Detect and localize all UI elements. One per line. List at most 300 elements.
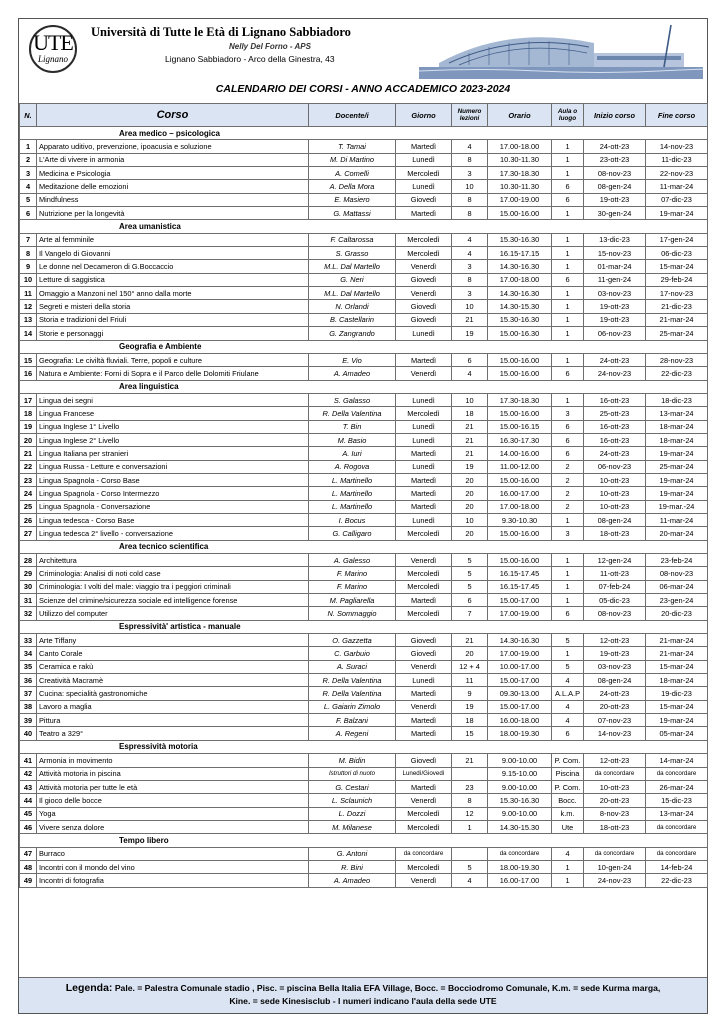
cell-lezioni: 4 bbox=[452, 233, 488, 246]
cell-corso: Lingua Russa - Letture e conversazioni bbox=[37, 460, 309, 473]
table-header-row bbox=[20, 104, 708, 127]
cell-n: 37 bbox=[20, 687, 37, 700]
cell-fine: 06-mar-24 bbox=[646, 580, 708, 593]
cell-docente: R. Della Valentina bbox=[309, 674, 396, 687]
cell-lezioni: 20 bbox=[452, 527, 488, 540]
cell-corso: Ceramica e rakù bbox=[37, 660, 309, 673]
table-row bbox=[20, 367, 708, 380]
cell-corso: Criminologia: I volti del male: viaggio tra i peggiori criminali bbox=[37, 580, 309, 593]
cell-inizio: 24-nov-23 bbox=[584, 874, 646, 887]
cell-n: 36 bbox=[20, 674, 37, 687]
cell-n: 25 bbox=[20, 500, 37, 513]
cell-lezioni: 6 bbox=[452, 353, 488, 366]
cell-lezioni: 4 bbox=[452, 874, 488, 887]
cell-giorno: Lunedì bbox=[396, 433, 452, 446]
section-title: Geografia e Ambiente bbox=[37, 340, 708, 353]
table-row bbox=[20, 353, 708, 366]
cell-aula: 1 bbox=[552, 594, 584, 607]
cell-giorno: Martedì bbox=[396, 500, 452, 513]
cell-giorno: Venerdì bbox=[396, 287, 452, 300]
cell-n: 9 bbox=[20, 260, 37, 273]
cell-lezioni: 20 bbox=[452, 647, 488, 660]
table-row bbox=[20, 287, 708, 300]
cell-corso: Storie e personaggi bbox=[37, 327, 309, 340]
cell-fine: 08-nov-23 bbox=[646, 567, 708, 580]
cell-n: 32 bbox=[20, 607, 37, 620]
cell-fine: 11-dic-23 bbox=[646, 153, 708, 166]
cell-fine: 19-mar-24 bbox=[646, 714, 708, 727]
cell-docente: C. Garbuio bbox=[309, 647, 396, 660]
cell-corso: Vivere senza dolore bbox=[37, 820, 309, 833]
section-spacer bbox=[20, 340, 37, 353]
cell-lezioni: 23 bbox=[452, 780, 488, 793]
cell-inizio: da concordare bbox=[584, 767, 646, 780]
cell-giorno: Mercoledì bbox=[396, 407, 452, 420]
cell-orario: da concordare bbox=[488, 847, 552, 860]
cell-lezioni: 20 bbox=[452, 500, 488, 513]
cell-fine: 18-mar-24 bbox=[646, 674, 708, 687]
cell-giorno: Giovedì bbox=[396, 300, 452, 313]
cell-inizio: 12-ott-23 bbox=[584, 634, 646, 647]
cell-n: 41 bbox=[20, 754, 37, 767]
cell-giorno: Giovedì bbox=[396, 647, 452, 660]
cell-giorno: Mercoledì bbox=[396, 247, 452, 260]
table-row bbox=[20, 687, 708, 700]
cell-docente: M. Bidin bbox=[309, 754, 396, 767]
cell-inizio: 19-ott-23 bbox=[584, 647, 646, 660]
cell-orario: 17.00-18.00 bbox=[488, 140, 552, 153]
cell-n: 27 bbox=[20, 527, 37, 540]
cell-lezioni: 21 bbox=[452, 447, 488, 460]
cell-lezioni: 8 bbox=[452, 153, 488, 166]
cell-fine: 22-nov-23 bbox=[646, 167, 708, 180]
cell-lezioni: 8 bbox=[452, 207, 488, 220]
cell-docente: F. Balzani bbox=[309, 714, 396, 727]
section-spacer bbox=[20, 540, 37, 553]
cell-n: 2 bbox=[20, 153, 37, 166]
section-row bbox=[20, 340, 708, 353]
cell-lezioni: 7 bbox=[452, 607, 488, 620]
table-row bbox=[20, 327, 708, 340]
cell-lezioni: 4 bbox=[452, 140, 488, 153]
table-row bbox=[20, 513, 708, 526]
cell-inizio: 12-ott-23 bbox=[584, 754, 646, 767]
cell-orario: 15.30-16.30 bbox=[488, 313, 552, 326]
cell-orario: 15.00-16.00 bbox=[488, 367, 552, 380]
cell-n: 34 bbox=[20, 647, 37, 660]
cell-giorno: Giovedì bbox=[396, 754, 452, 767]
table-row bbox=[20, 193, 708, 206]
cell-giorno: Venerdì bbox=[396, 794, 452, 807]
cell-corso: Cucina: specialità gastronomiche bbox=[37, 687, 309, 700]
cell-aula: A.L.A.P bbox=[552, 687, 584, 700]
cell-fine: 05-mar-24 bbox=[646, 727, 708, 740]
cell-n: 21 bbox=[20, 447, 37, 460]
cell-docente: M. Milanese bbox=[309, 820, 396, 833]
cell-n: 4 bbox=[20, 180, 37, 193]
cell-fine: 19-mar-24 bbox=[646, 487, 708, 500]
cell-n: 44 bbox=[20, 794, 37, 807]
cell-inizio: 08-nov-23 bbox=[584, 167, 646, 180]
cell-fine: 25-mar-24 bbox=[646, 460, 708, 473]
cell-orario: 9.00-10.00 bbox=[488, 780, 552, 793]
cell-giorno: Mercoledì bbox=[396, 807, 452, 820]
cell-n: 49 bbox=[20, 874, 37, 887]
table-row bbox=[20, 700, 708, 713]
cell-lezioni: 3 bbox=[452, 287, 488, 300]
cell-fine: 19-mar-24 bbox=[646, 473, 708, 486]
cell-giorno: Venerdì bbox=[396, 367, 452, 380]
cell-giorno: Martedì bbox=[396, 714, 452, 727]
cell-giorno: Giovedì bbox=[396, 313, 452, 326]
cell-aula: 6 bbox=[552, 447, 584, 460]
university-subtitle: Nelly Del Forno - APS bbox=[229, 42, 311, 51]
cell-corso: Armonia in movimento bbox=[37, 754, 309, 767]
cell-n: 10 bbox=[20, 273, 37, 286]
cell-inizio: 19-ott-23 bbox=[584, 300, 646, 313]
table-row bbox=[20, 393, 708, 406]
cell-inizio: 08-gen-24 bbox=[584, 180, 646, 193]
section-row bbox=[20, 740, 708, 753]
cell-corso: Lingua Spagnola - Corso Intermezzo bbox=[37, 487, 309, 500]
cell-orario: 9.15-10.00 bbox=[488, 767, 552, 780]
cell-docente: A. Amadeo bbox=[309, 367, 396, 380]
table-row bbox=[20, 714, 708, 727]
cell-n: 19 bbox=[20, 420, 37, 433]
cell-giorno: Martedì bbox=[396, 140, 452, 153]
cell-corso: Arte al femminile bbox=[37, 233, 309, 246]
cell-orario: 15.00-16.00 bbox=[488, 353, 552, 366]
cell-inizio: 10-ott-23 bbox=[584, 487, 646, 500]
table-row bbox=[20, 180, 708, 193]
cell-docente: L. Martinello bbox=[309, 487, 396, 500]
cell-docente: A. Rogova bbox=[309, 460, 396, 473]
cell-aula: 1 bbox=[552, 554, 584, 567]
cell-orario: 09.30-13.00 bbox=[488, 687, 552, 700]
cell-n: 35 bbox=[20, 660, 37, 673]
cell-fine: 20-dic-23 bbox=[646, 607, 708, 620]
cell-orario: 15.00-16.00 bbox=[488, 407, 552, 420]
cell-docente: G. Neri bbox=[309, 273, 396, 286]
cell-giorno: Giovedì bbox=[396, 634, 452, 647]
cell-orario: 11.00-12.00 bbox=[488, 460, 552, 473]
cell-aula: 1 bbox=[552, 874, 584, 887]
cell-lezioni: 12 bbox=[452, 807, 488, 820]
col-header-docente: Docente/i bbox=[309, 104, 396, 127]
cell-giorno: Venerdì bbox=[396, 554, 452, 567]
cell-inizio: 19-ott-23 bbox=[584, 313, 646, 326]
cell-docente: R. Della Valentina bbox=[309, 407, 396, 420]
cell-docente: I. Bocus bbox=[309, 513, 396, 526]
cell-n: 38 bbox=[20, 700, 37, 713]
cell-n: 24 bbox=[20, 487, 37, 500]
cell-lezioni: 1 bbox=[452, 820, 488, 833]
cell-n: 6 bbox=[20, 207, 37, 220]
cell-corso: Lingua Italiana per stranieri bbox=[37, 447, 309, 460]
cell-orario: 15.30-16.30 bbox=[488, 233, 552, 246]
table-row bbox=[20, 847, 708, 860]
section-spacer bbox=[20, 740, 37, 753]
cell-corso: Creatività Macramè bbox=[37, 674, 309, 687]
cell-aula: 3 bbox=[552, 407, 584, 420]
cell-corso: Lingua Spagnola - Corso Base bbox=[37, 473, 309, 486]
cell-orario: 17.00-18.00 bbox=[488, 273, 552, 286]
cell-corso: Omaggio a Manzoni nel 150° anno dalla morte bbox=[37, 287, 309, 300]
cell-docente: S. Grasso bbox=[309, 247, 396, 260]
cell-giorno: Lunedì bbox=[396, 153, 452, 166]
cell-lezioni: 8 bbox=[452, 794, 488, 807]
cell-aula: 5 bbox=[552, 660, 584, 673]
cell-n: 12 bbox=[20, 300, 37, 313]
cell-n: 26 bbox=[20, 513, 37, 526]
table-row bbox=[20, 874, 708, 887]
cell-fine: 15-dic-23 bbox=[646, 794, 708, 807]
cell-orario: 17.30-18.30 bbox=[488, 393, 552, 406]
cell-docente: A. Galesso bbox=[309, 554, 396, 567]
cell-inizio: 19-ott-23 bbox=[584, 193, 646, 206]
cell-aula: 6 bbox=[552, 607, 584, 620]
cell-n: 17 bbox=[20, 393, 37, 406]
cell-fine: 22-dic-23 bbox=[646, 367, 708, 380]
cell-giorno: Mercoledì bbox=[396, 527, 452, 540]
cell-corso: Architettura bbox=[37, 554, 309, 567]
cell-giorno: Giovedì bbox=[396, 273, 452, 286]
cell-giorno: Martedì bbox=[396, 447, 452, 460]
cell-fine: 21-mar-24 bbox=[646, 647, 708, 660]
cell-aula: 1 bbox=[552, 393, 584, 406]
cell-n: 7 bbox=[20, 233, 37, 246]
cell-n: 20 bbox=[20, 433, 37, 446]
cell-lezioni: 21 bbox=[452, 313, 488, 326]
table-row bbox=[20, 447, 708, 460]
cell-fine: 21-mar-24 bbox=[646, 634, 708, 647]
cell-docente: F. Marino bbox=[309, 567, 396, 580]
cell-giorno: Venerdì bbox=[396, 700, 452, 713]
cell-aula: 1 bbox=[552, 353, 584, 366]
cell-n: 46 bbox=[20, 820, 37, 833]
cell-docente: M.L. Dal Martello bbox=[309, 287, 396, 300]
cell-fine: 26-mar-24 bbox=[646, 780, 708, 793]
cell-fine: 07-dic-23 bbox=[646, 193, 708, 206]
cell-n: 43 bbox=[20, 780, 37, 793]
cell-inizio: 15-nov-23 bbox=[584, 247, 646, 260]
cell-aula: 1 bbox=[552, 140, 584, 153]
cell-orario: 16.00-17.00 bbox=[488, 487, 552, 500]
cell-n: 31 bbox=[20, 594, 37, 607]
cell-lezioni: 19 bbox=[452, 460, 488, 473]
cell-docente: R. Della Valentina bbox=[309, 687, 396, 700]
section-title: Espressività motoria bbox=[37, 740, 708, 753]
cell-lezioni: 21 bbox=[452, 433, 488, 446]
cell-n: 42 bbox=[20, 767, 37, 780]
cell-aula: 4 bbox=[552, 700, 584, 713]
cell-docente: E. Masiero bbox=[309, 193, 396, 206]
cell-lezioni: 18 bbox=[452, 407, 488, 420]
table-row bbox=[20, 500, 708, 513]
cell-orario: 16.15-17.45 bbox=[488, 567, 552, 580]
cell-n: 39 bbox=[20, 714, 37, 727]
cell-fine: 14-feb-24 bbox=[646, 860, 708, 873]
cell-aula: 4 bbox=[552, 714, 584, 727]
cell-orario: 15.00-17.00 bbox=[488, 700, 552, 713]
section-title: Area medico – psicologica bbox=[37, 127, 708, 140]
cell-fine: 28-nov-23 bbox=[646, 353, 708, 366]
cell-fine: 18-mar-24 bbox=[646, 420, 708, 433]
cell-orario: 10.30-11.30 bbox=[488, 153, 552, 166]
col-header-lezioni: Numero lezioni bbox=[452, 104, 488, 127]
cell-corso: Lingua Spagnola - Conversazione bbox=[37, 500, 309, 513]
cell-n: 29 bbox=[20, 567, 37, 580]
cell-orario: 9.00-10.00 bbox=[488, 807, 552, 820]
cell-docente: A. Regeni bbox=[309, 727, 396, 740]
cell-orario: 14.30-16.30 bbox=[488, 287, 552, 300]
cell-aula: 6 bbox=[552, 180, 584, 193]
cell-corso: Medicina e Psicologia bbox=[37, 167, 309, 180]
cell-fine: 14-mar-24 bbox=[646, 754, 708, 767]
cell-corso: Attività motoria per tutte le età bbox=[37, 780, 309, 793]
table-row bbox=[20, 153, 708, 166]
cell-aula: 6 bbox=[552, 727, 584, 740]
cell-fine: da concordare bbox=[646, 820, 708, 833]
cell-aula: 1 bbox=[552, 153, 584, 166]
cell-orario: 15.00-16.00 bbox=[488, 554, 552, 567]
cell-aula: 1 bbox=[552, 860, 584, 873]
cell-lezioni: 12 + 4 bbox=[452, 660, 488, 673]
cell-giorno: Lunedì bbox=[396, 393, 452, 406]
cell-corso: Criminologia: Analisi di noti cold case bbox=[37, 567, 309, 580]
cell-docente: F. Caltarossa bbox=[309, 233, 396, 246]
cell-fine: 17-nov-23 bbox=[646, 287, 708, 300]
cell-lezioni: 8 bbox=[452, 273, 488, 286]
cell-orario: 16.00-18.00 bbox=[488, 714, 552, 727]
table-row bbox=[20, 460, 708, 473]
cell-aula: 1 bbox=[552, 580, 584, 593]
cell-orario: 18.00-19.30 bbox=[488, 727, 552, 740]
cell-aula: P. Com. bbox=[552, 780, 584, 793]
cell-inizio: 05-dic-23 bbox=[584, 594, 646, 607]
cell-orario: 15.00-16.00 bbox=[488, 207, 552, 220]
cell-fine: 23-feb-24 bbox=[646, 554, 708, 567]
section-spacer bbox=[20, 220, 37, 233]
cell-corso: Geografia: Le civiltà fluviali. Terre, popoli e culture bbox=[37, 353, 309, 366]
cell-giorno: Lunedì bbox=[396, 420, 452, 433]
cell-giorno: Martedì bbox=[396, 487, 452, 500]
cell-orario: 16.15-17.15 bbox=[488, 247, 552, 260]
cell-inizio: 11-ott-23 bbox=[584, 567, 646, 580]
cell-inizio: 07-nov-23 bbox=[584, 714, 646, 727]
cell-inizio: 18-ott-23 bbox=[584, 527, 646, 540]
table-row bbox=[20, 567, 708, 580]
cell-fine: 29-feb-24 bbox=[646, 273, 708, 286]
col-header-n: N. bbox=[20, 104, 37, 127]
table-row bbox=[20, 527, 708, 540]
cell-fine: 15-mar-24 bbox=[646, 700, 708, 713]
cell-n: 8 bbox=[20, 247, 37, 260]
cell-corso: Pittura bbox=[37, 714, 309, 727]
cell-inizio: 10-gen-24 bbox=[584, 860, 646, 873]
cell-lezioni: 19 bbox=[452, 327, 488, 340]
cell-docente: O. Gazzetta bbox=[309, 634, 396, 647]
cell-corso: Arte Tiffany bbox=[37, 634, 309, 647]
cell-inizio: 16-ott-23 bbox=[584, 433, 646, 446]
cell-lezioni: 5 bbox=[452, 554, 488, 567]
legend-line2: Kine. = sede Kinesisclub - I numeri indicano l'aula della sede UTE bbox=[229, 996, 497, 1006]
cell-inizio: 11-gen-24 bbox=[584, 273, 646, 286]
cell-giorno: Mercoledì bbox=[396, 607, 452, 620]
cell-lezioni: 20 bbox=[452, 487, 488, 500]
section-row bbox=[20, 834, 708, 847]
cell-fine: 11-mar-24 bbox=[646, 513, 708, 526]
cell-inizio: 25-ott-23 bbox=[584, 407, 646, 420]
cell-aula: 6 bbox=[552, 193, 584, 206]
table-row bbox=[20, 820, 708, 833]
cell-fine: 18-dic-23 bbox=[646, 393, 708, 406]
cell-fine: 18-mar-24 bbox=[646, 433, 708, 446]
cell-corso: Lingua Inglese 1° Livello bbox=[37, 420, 309, 433]
cell-docente: R. Bini bbox=[309, 860, 396, 873]
cell-orario: 18.00-19.30 bbox=[488, 860, 552, 873]
table-row bbox=[20, 580, 708, 593]
cell-giorno: Martedì bbox=[396, 207, 452, 220]
cell-giorno: Martedì bbox=[396, 353, 452, 366]
section-title: Area umanistica bbox=[37, 220, 708, 233]
cell-docente: M. Pagliarella bbox=[309, 594, 396, 607]
table-row bbox=[20, 247, 708, 260]
table-row bbox=[20, 273, 708, 286]
cell-aula: 1 bbox=[552, 647, 584, 660]
cell-orario: 17.00-18.00 bbox=[488, 500, 552, 513]
cell-giorno: Lunedì bbox=[396, 327, 452, 340]
cell-corso: Mindfulness bbox=[37, 193, 309, 206]
cell-aula: 1 bbox=[552, 327, 584, 340]
section-row bbox=[20, 620, 708, 633]
cell-aula: 1 bbox=[552, 247, 584, 260]
cell-inizio: 08-nov-23 bbox=[584, 607, 646, 620]
col-header-corso: Corso bbox=[37, 104, 309, 127]
cell-orario: 16.15-17.45 bbox=[488, 580, 552, 593]
cell-docente: G. Cestari bbox=[309, 780, 396, 793]
cell-n: 16 bbox=[20, 367, 37, 380]
cell-aula: 6 bbox=[552, 273, 584, 286]
course-table bbox=[19, 103, 708, 888]
cell-giorno: Lunedì bbox=[396, 460, 452, 473]
cell-lezioni: 10 bbox=[452, 180, 488, 193]
cell-giorno: Mercoledì bbox=[396, 580, 452, 593]
cell-corso: Lingua tedesca 2° livello - conversazione bbox=[37, 527, 309, 540]
cell-corso: Segreti e misteri della storia bbox=[37, 300, 309, 313]
cell-orario: 15.00-16.30 bbox=[488, 327, 552, 340]
cell-aula: 2 bbox=[552, 460, 584, 473]
cell-fine: 13-mar-24 bbox=[646, 807, 708, 820]
cell-orario: 17.00-19.00 bbox=[488, 647, 552, 660]
cell-aula: Ute bbox=[552, 820, 584, 833]
cell-docente: F. Marino bbox=[309, 580, 396, 593]
cell-corso: Storia e tradizioni del Friuli bbox=[37, 313, 309, 326]
cell-inizio: 20-ott-23 bbox=[584, 794, 646, 807]
cell-aula: 1 bbox=[552, 513, 584, 526]
cell-corso: Nutrizione per la longevità bbox=[37, 207, 309, 220]
cell-aula: 1 bbox=[552, 167, 584, 180]
cell-docente: G. Calligaro bbox=[309, 527, 396, 540]
university-address: Lignano Sabbiadoro - Arco della Ginestra, 43 bbox=[165, 54, 335, 64]
cell-lezioni: 9 bbox=[452, 687, 488, 700]
cell-n: 15 bbox=[20, 353, 37, 366]
building-illustration bbox=[419, 23, 703, 79]
cell-orario: 14.30-16.30 bbox=[488, 260, 552, 273]
cell-corso: L'Arte di vivere in armonia bbox=[37, 153, 309, 166]
cell-docente: M.L. Dal Martello bbox=[309, 260, 396, 273]
cell-orario: 14.30-16.30 bbox=[488, 634, 552, 647]
